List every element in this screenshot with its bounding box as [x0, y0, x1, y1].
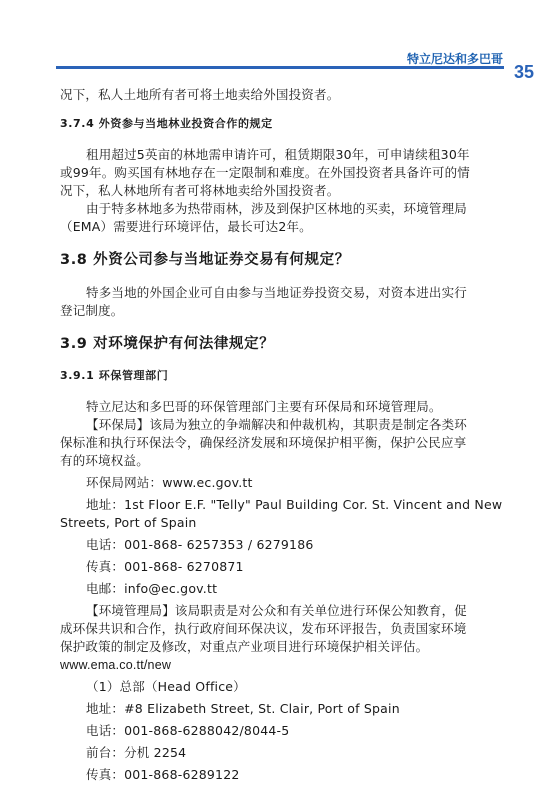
ec-fax: 传真：001-868- 6270871: [86, 559, 244, 574]
ema-website: www.ema.co.tt/new: [60, 658, 172, 672]
ec-email: 电邮：info@ec.gov.tt: [86, 581, 218, 596]
paragraph-continuation: 况下，私人土地所有者可将土地卖给外国投资者。: [60, 87, 340, 102]
paragraph-ec-line1: 【环保局】该局为独立的争端解决和仲裁机构，其职责是制定各类环: [86, 417, 468, 432]
paragraph-forest-lease-line1: 租用超过5英亩的林地需申请许可，租赁期限30年，可申请续租30年: [86, 147, 470, 162]
paragraph-rainforest-line2: （EMA）需要进行环境评估，最长可达2年。: [60, 219, 312, 234]
page-content: [60, 86, 512, 784]
header-divider: [56, 66, 504, 69]
page-number: 35: [514, 62, 535, 82]
paragraph-securities-line1: 特多当地的外国企业可自由参与当地证券投资交易，对资本进出实行: [86, 285, 468, 300]
paragraph-ec-line3: 有的环境权益。: [60, 453, 149, 468]
paragraph-ec-line2: 保标准和执行环保法令，确保经济发展和环境保护相平衡，保护公民应享: [60, 435, 467, 450]
ec-phone: 电话：001-868- 6257353 / 6279186: [86, 537, 314, 552]
paragraph-securities-line2: 登记制度。: [60, 303, 124, 318]
ema-reception: 前台：分机 2254: [86, 745, 187, 760]
paragraph-ema-line3: 保护政策的制定及修改，对重点产业项目进行环境保护相关评估。: [60, 639, 429, 654]
ema-phone: 电话：001-868-6288042/8044-5: [86, 723, 290, 738]
heading-3-9-1: 3.9.1 环保管理部门: [60, 369, 169, 382]
paragraph-ema-line1: 【环境管理局】该局职责是对公众和有关单位进行环保公知教育，促: [86, 603, 468, 618]
heading-3-9: 3.9 对环境保护有何法律规定？: [60, 336, 275, 352]
paragraph-ema-line2: 成环保共识和合作，执行政府间环保决议，发布环评报告，负责国家环境: [60, 621, 467, 636]
ema-fax: 传真：001-868-6289122: [86, 767, 240, 782]
ema-head-office-heading: （1）总部（Head Office）: [86, 679, 246, 694]
ec-address: 地址：1st Floor E.F. "Telly" Paul Building Cor. St. Vincent and New Streets, Port of Spain: [60, 497, 503, 530]
ema-address: 地址：#8 Elizabeth Street, St. Clair, Port of Spain: [86, 701, 400, 716]
paragraph-forest-lease-line3: 况下，私人林地所有者可将林地卖给外国投资者。: [60, 183, 340, 198]
ec-website: 环保局网站：www.ec.gov.tt: [86, 475, 253, 490]
running-header-title: 特立尼达和多巴哥: [406, 52, 503, 66]
heading-3-8: 3.8 外资公司参与当地证券交易有何规定？: [60, 252, 350, 268]
heading-3-7-4: 3.7.4 外资参与当地林业投资合作的规定: [60, 117, 273, 130]
paragraph-agencies: 特立尼达和多巴哥的环保管理部门主要有环保局和环境管理局。: [86, 399, 442, 414]
paragraph-rainforest-line1: 由于特多林地多为热带雨林，涉及到保护区林地的买卖，环境管理局: [86, 201, 468, 216]
paragraph-forest-lease-line2: 或99年。购买国有林地存在一定限制和难度。在外国投资者具备许可的情: [60, 165, 471, 180]
